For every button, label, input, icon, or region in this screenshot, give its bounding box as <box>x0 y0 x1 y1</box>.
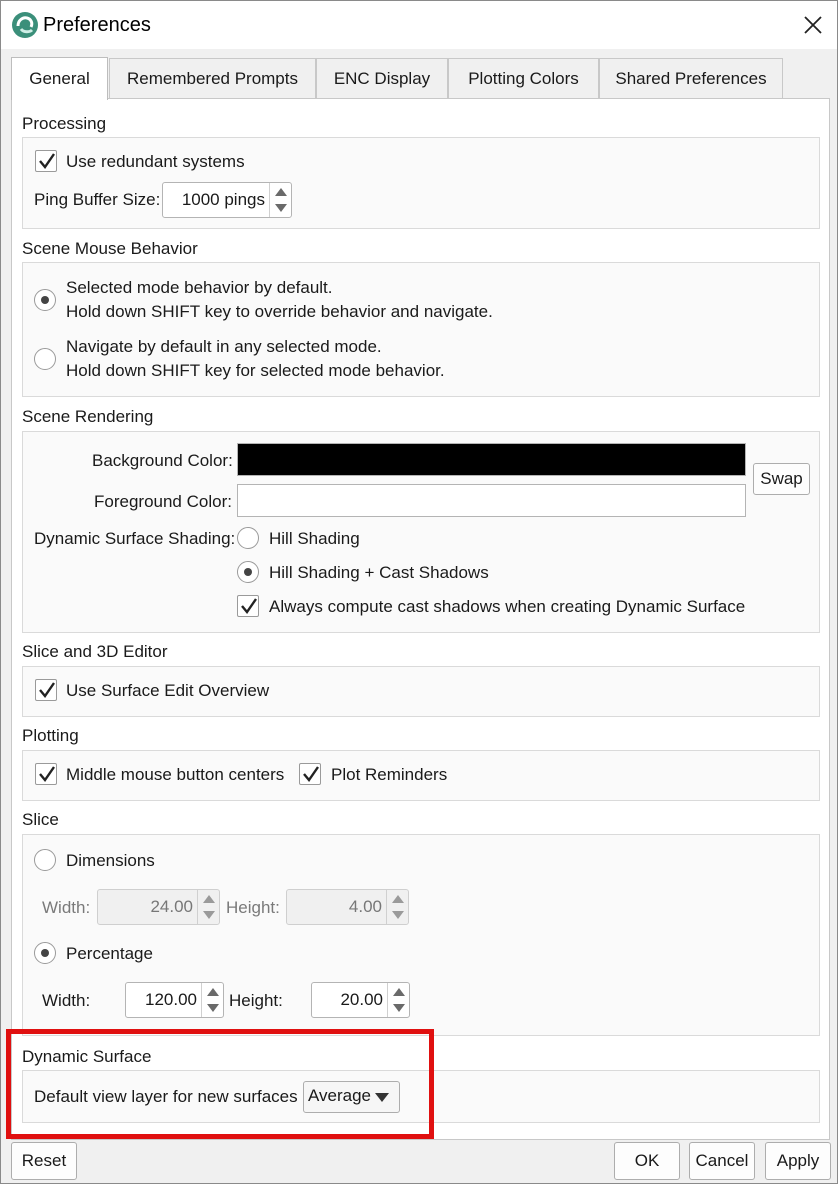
plotting-group <box>22 750 820 801</box>
checkmark-icon <box>38 152 56 170</box>
checkmark-icon <box>240 597 258 615</box>
background-color-swatch[interactable] <box>237 443 746 476</box>
hill-shading-radio[interactable] <box>237 527 259 549</box>
slice-group <box>22 834 820 1036</box>
section-mouse-title: Scene Mouse Behavior <box>22 239 198 258</box>
hill-cast-shadows-label: Hill Shading + Cast Shadows <box>269 563 489 582</box>
down-arrow-icon[interactable] <box>393 1004 405 1012</box>
section-slice3d-title: Slice and 3D Editor <box>22 642 168 661</box>
foreground-color-swatch[interactable] <box>237 484 746 517</box>
tab-shared-preferences[interactable]: Shared Preferences <box>599 58 783 99</box>
plot-reminders-label: Plot Reminders <box>331 765 448 784</box>
processing-group <box>22 137 820 229</box>
foreground-color-label: Foreground Color: <box>94 492 232 511</box>
stepper-arrows[interactable] <box>386 890 408 924</box>
window-title: Preferences <box>43 14 151 36</box>
slice3d-group <box>22 666 820 717</box>
tab-remembered-prompts[interactable]: Remembered Prompts <box>109 58 316 99</box>
title-bar <box>1 1 837 49</box>
down-arrow-icon[interactable] <box>203 911 215 919</box>
default-layer-label: Default view layer for new surfaces <box>34 1087 298 1106</box>
percentage-width-value: 120.00 <box>145 990 197 1009</box>
checkmark-icon <box>38 681 56 699</box>
dimensions-height-value: 4.00 <box>348 897 382 916</box>
stepper-arrows[interactable] <box>387 983 409 1017</box>
mouse-option1-line1: Selected mode behavior by default. <box>66 278 333 297</box>
down-arrow-icon[interactable] <box>207 1004 219 1012</box>
tab-general[interactable]: General <box>11 57 108 100</box>
mouse-group <box>22 262 820 397</box>
dimensions-width-label: Width: <box>42 898 91 917</box>
dimensions-label: Dimensions <box>66 851 155 870</box>
tab-plotting-colors[interactable]: Plotting Colors <box>448 58 599 99</box>
use-redundant-label: Use redundant systems <box>66 152 245 171</box>
general-tab-content <box>11 98 830 1140</box>
down-arrow-icon[interactable] <box>275 204 287 212</box>
section-slice-title: Slice <box>22 810 59 829</box>
default-layer-value: Average <box>308 1086 372 1105</box>
percentage-radio[interactable] <box>34 942 56 964</box>
reset-button[interactable]: Reset <box>11 1142 77 1180</box>
stepper-arrows[interactable] <box>269 183 291 217</box>
checkmark-icon <box>302 765 320 783</box>
ok-button[interactable]: OK <box>614 1142 680 1180</box>
up-arrow-icon[interactable] <box>392 895 404 903</box>
percentage-height-value: 20.00 <box>340 990 383 1009</box>
app-logo-icon <box>12 12 38 38</box>
stepper-arrows[interactable] <box>197 890 219 924</box>
section-rendering-title: Scene Rendering <box>22 407 154 426</box>
tab-enc-display[interactable]: ENC Display <box>316 58 448 99</box>
hill-cast-shadows-radio[interactable] <box>237 561 259 583</box>
dimensions-width-value: 24.00 <box>150 897 193 916</box>
dimensions-height-label: Height: <box>226 898 280 917</box>
cancel-button[interactable]: Cancel <box>689 1142 755 1180</box>
up-arrow-icon[interactable] <box>393 988 405 996</box>
use-redundant-checkbox[interactable] <box>35 150 57 172</box>
apply-button[interactable]: Apply <box>765 1142 831 1180</box>
mouse-option-selected-mode-radio[interactable] <box>34 289 56 311</box>
section-plotting-title: Plotting <box>22 726 79 745</box>
mouse-option2-line1: Navigate by default in any selected mode. <box>66 337 382 356</box>
mouse-option-navigate-radio[interactable] <box>34 348 56 370</box>
close-button[interactable] <box>793 5 833 45</box>
always-compute-checkbox[interactable] <box>237 595 259 617</box>
down-arrow-icon[interactable] <box>392 911 404 919</box>
surface-edit-overview-label: Use Surface Edit Overview <box>66 681 270 700</box>
middle-mouse-checkbox[interactable] <box>35 763 57 785</box>
ping-buffer-stepper[interactable] <box>162 182 292 218</box>
ping-buffer-label: Ping Buffer Size: <box>34 190 161 209</box>
up-arrow-icon[interactable] <box>207 988 219 996</box>
plot-reminders-checkbox[interactable] <box>299 763 321 785</box>
dimensions-radio[interactable] <box>34 849 56 871</box>
percentage-width-label: Width: <box>42 991 91 1010</box>
mouse-option2-line2: Hold down SHIFT key for selected mode behavior. <box>66 361 445 380</box>
hill-shading-label: Hill Shading <box>269 529 360 548</box>
up-arrow-icon[interactable] <box>203 895 215 903</box>
percentage-height-stepper[interactable] <box>311 982 410 1018</box>
section-dynamic-surface-title: Dynamic Surface <box>22 1047 152 1066</box>
percentage-width-stepper[interactable] <box>125 982 224 1018</box>
percentage-label: Percentage <box>66 944 153 963</box>
up-arrow-icon[interactable] <box>275 188 287 196</box>
dimensions-height-stepper[interactable] <box>286 889 409 925</box>
mouse-option1-line2: Hold down SHIFT key to override behavior and navigate. <box>66 302 493 321</box>
dimensions-width-stepper[interactable] <box>97 889 220 925</box>
swap-button[interactable]: Swap <box>753 463 810 495</box>
stepper-arrows[interactable] <box>201 983 223 1017</box>
ping-buffer-value: 1000 pings <box>181 190 265 209</box>
surface-edit-overview-checkbox[interactable] <box>35 679 57 701</box>
close-icon <box>803 15 823 35</box>
checkmark-icon <box>38 765 56 783</box>
always-compute-label: Always compute cast shadows when creating Dynamic Surface <box>269 597 746 616</box>
background-color-label: Background Color: <box>92 451 233 470</box>
section-processing-title: Processing <box>22 114 107 133</box>
rendering-group <box>22 431 820 633</box>
middle-mouse-label: Middle mouse button centers <box>66 765 285 784</box>
shading-label: Dynamic Surface Shading: <box>34 529 236 548</box>
percentage-height-label: Height: <box>229 991 283 1010</box>
annotation-highlight-box <box>6 1029 434 1139</box>
